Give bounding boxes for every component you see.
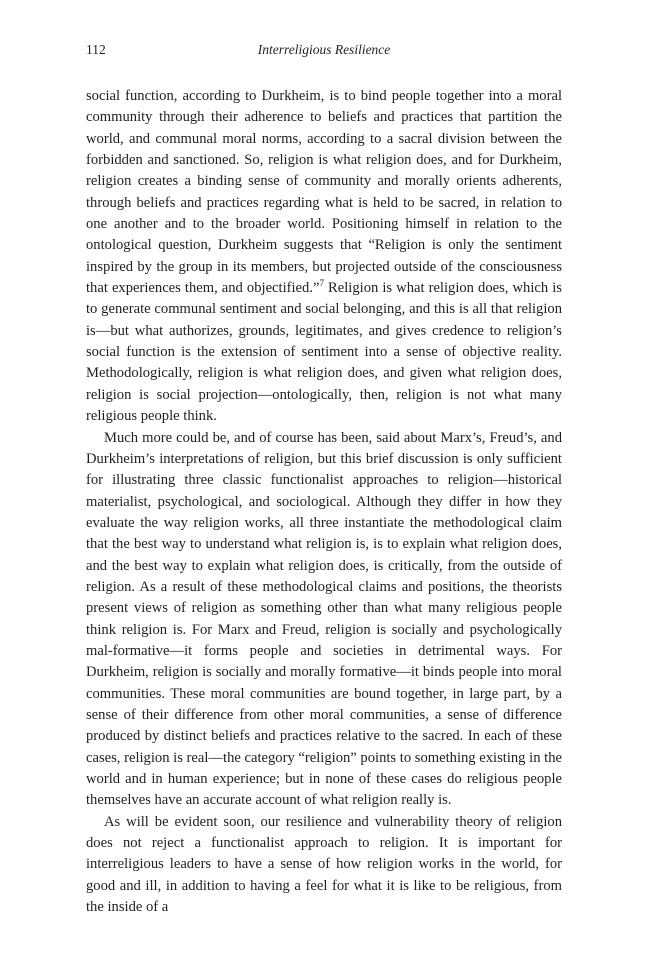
paragraph-1-text-part1: social function, according to Durkheim, is to bind people together into a moral community through their adherence to beliefs and practices that partition the world, and communal moral norms, according to a sacral division between the forbidden and sanctioned. So, religion is what religion does, and for Durkheim, religion creates a binding sense of community and morally orients adherents, through beliefs and practices regarding what is held to be sacred, in relation to one another and to the broader world. Positioning himself in relation to the ontological question, Durkheim suggests that “Religion is only the sentiment inspired by the group in its members, but projected outside of the consciousness that experiences them, and objectified.” — [86, 88, 562, 297]
paragraph-1-text-part2: Religion is what religion does, which is to generate communal sentiment and social belonging, and this is all that religion is—but what authorizes, grounds, legitimates, and gives credence to religion’s social function is the extension of sentiment into a sense of objective reality. Methodologically, religion is what religion does, and given what religion does, religion is social projection—ontologically, then, religion is not what many religious people think. — [86, 280, 562, 425]
paragraph-3: As will be evident soon, our resilience and vulnerability theory of religion does not reject a functionalist approach to religion. It is important for interreligious leaders to have a sense of how religion works in the world, for good and ill, in addition to having a feel for what it is like to be religious, from the inside of a — [86, 813, 562, 916]
footnote-reference[interactable]: 7 — [319, 278, 324, 289]
page-number: 112 — [86, 42, 106, 57]
paragraph-1 — [86, 86, 562, 428]
running-title: Interreligious Resilience — [257, 42, 391, 57]
running-head — [86, 42, 562, 64]
body-text — [86, 86, 562, 918]
paragraph-2: Much more could be, and of course has been, said about Marx’s, Freud’s, and Durkheim’s interpretations of religion, but this brief discussion is only sufficient for illustrating three classic functionalist approaches to religion—historical materialist, psychological, and sociological. Although they differ in how they evaluate the way religion works, all three instantiate the methodological claim that the best way to understand what religion is, is to explain what religion does, and the best way to explain what religion does, is critically, from the outside of religion. As a result of these methodological claims and positions, the theorists present views of religion as something other than what many religious people think religion is. For Marx and Freud, religion is socially and psychologically mal-formative—it forms people and societies in detrimental ways. For Durkheim, religion is socially and morally formative—it binds people into moral communities. These moral communities are bound together, in large part, by a sense of their difference from other moral communities, a sense of difference produced by distinct beliefs and practices relative to the sacred. In each of these cases, religion is real—the category “religion” points to something existing in the world and in human experience; but in none of these cases do religious people themselves have an accurate account of what religion really is. — [86, 429, 562, 809]
